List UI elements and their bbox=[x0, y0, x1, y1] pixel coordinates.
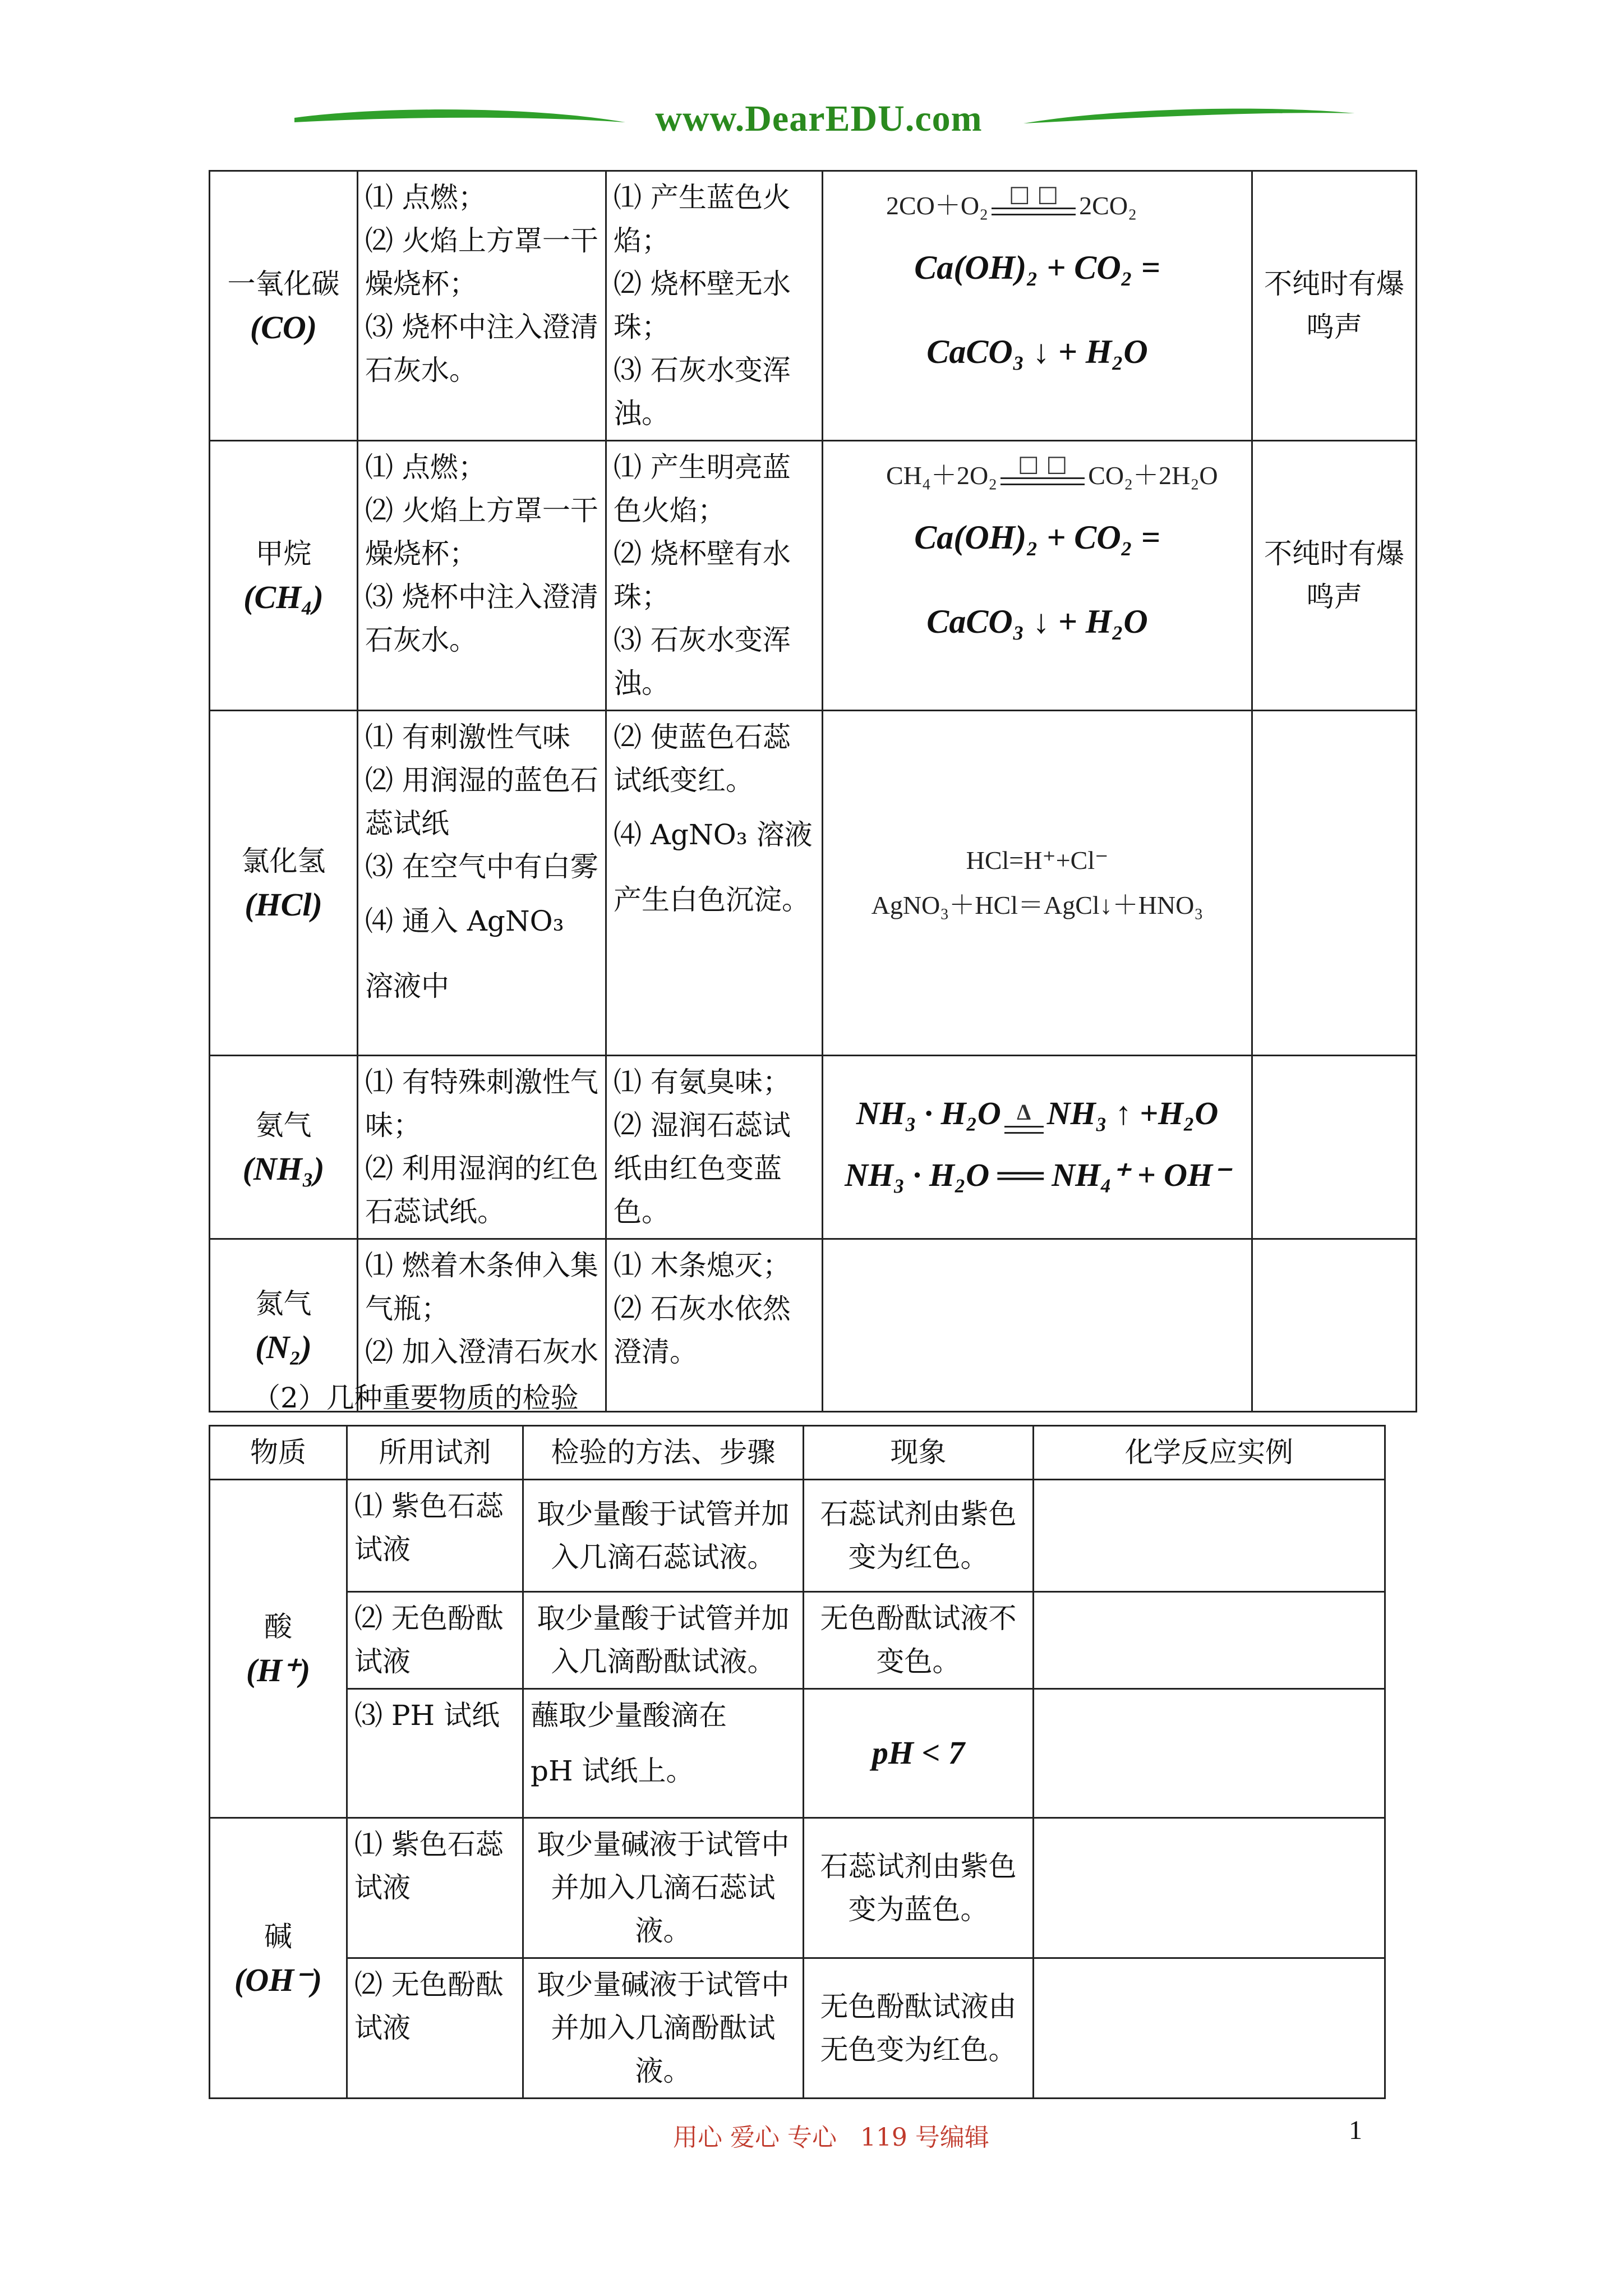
phenomenon-cell: 石蕊试剂由紫色变为蓝色。 bbox=[804, 1818, 1034, 1958]
reagent-cell: ⑶ PH 试纸 bbox=[347, 1689, 523, 1818]
gas-formula: (NH₃) bbox=[242, 1151, 325, 1187]
gas-name: 氨气 bbox=[255, 1109, 312, 1142]
table-row bbox=[210, 1056, 1417, 1239]
gas-test-table bbox=[209, 170, 1417, 1412]
site-logo-text: www.DearEDU.com bbox=[655, 98, 983, 139]
reaction-cell bbox=[1034, 1480, 1385, 1592]
method-step: ⑷ 通入 AgNO₃ 溶液中 bbox=[365, 905, 564, 1002]
reagent-cell: ⑵ 无色酚酞试液 bbox=[347, 1592, 523, 1689]
phenomenon-cell bbox=[606, 171, 823, 441]
gas-formula: (CO) bbox=[250, 309, 317, 346]
phenomenon-item: ⑷ AgNO₃ 溶液产生白色沉淀。 bbox=[614, 818, 813, 916]
condition-label: Δ bbox=[1017, 1099, 1031, 1125]
precipitation-equation: AgNO₃＋HCl＝AgCl↓＋HNO₃ bbox=[871, 891, 1204, 919]
phenomenon-item: ⑶ 石灰水变浑浊。 bbox=[614, 354, 791, 430]
method-text: 蘸取少量酸滴在 bbox=[531, 1699, 727, 1732]
gas-name-cell bbox=[210, 711, 358, 1056]
gas-name: 甲烷 bbox=[255, 537, 312, 570]
note-cell: 不纯时有爆鸣声 bbox=[1252, 441, 1417, 711]
right-swoosh-decoration bbox=[1021, 105, 1357, 134]
substance-ion: (H⁺) bbox=[246, 1652, 311, 1688]
substance-cell bbox=[210, 1818, 347, 2099]
method-step: ⑴ 燃着木条伸入集气瓶； bbox=[365, 1249, 598, 1325]
phenomenon-item: ⑴ 产生蓝色火焰； bbox=[614, 181, 791, 257]
condition-label: □ □ bbox=[1009, 181, 1059, 207]
ionization-equation: HCl=H⁺+Cl⁻ bbox=[966, 846, 1109, 875]
phenomenon-item: ⑶ 石灰水变浑浊。 bbox=[614, 624, 791, 700]
page-number: 1 bbox=[1349, 2115, 1362, 2145]
phenomenon-item: ⑴ 木条熄灭； bbox=[614, 1249, 791, 1282]
section-title: （2）几种重要物质的检验 bbox=[252, 1382, 579, 1414]
substance-test-table bbox=[209, 1425, 1386, 2099]
column-header: 检验的方法、步骤 bbox=[523, 1426, 804, 1480]
table-row bbox=[210, 1689, 1385, 1818]
method-step: ⑶ 在空气中有白雾 bbox=[365, 850, 598, 883]
method-cell bbox=[358, 1056, 606, 1239]
gas-formula: (HCl) bbox=[245, 886, 322, 923]
phenomenon-item: ⑵ 湿润石蕊试纸由红色变蓝色。 bbox=[614, 1109, 791, 1228]
method-step: ⑵ 加入澄清石灰水 bbox=[365, 1336, 598, 1368]
gas-name: 氮气 bbox=[255, 1287, 312, 1320]
method-step: ⑴ 有特殊刺激性气味； bbox=[365, 1066, 598, 1142]
column-header: 现象 bbox=[804, 1426, 1034, 1480]
note-cell: 不纯时有爆鸣声 bbox=[1252, 171, 1417, 441]
combustion-equation: CH₄＋2O₂ □ □ CO₂＋2H₂O bbox=[886, 451, 1218, 490]
method-cell: 取少量碱液于试管中并加入几滴酚酞试液。 bbox=[523, 1958, 804, 2099]
equation-line: CaCO₃ ↓ + H₂O bbox=[926, 603, 1148, 640]
table-row bbox=[210, 441, 1417, 711]
method-cell bbox=[523, 1689, 804, 1818]
equation-line: Ca(OH)₂ + CO₂ = bbox=[914, 249, 1160, 286]
substance-name: 酸 bbox=[264, 1611, 292, 1643]
method-step: ⑵ 火焰上方罩一干燥烧杯； bbox=[365, 224, 598, 300]
method-step: ⑵ 利用湿润的红色石蕊试纸。 bbox=[365, 1152, 598, 1228]
method-cell bbox=[358, 441, 606, 711]
phenomenon-item: ⑵ 石灰水依然澄清。 bbox=[614, 1292, 791, 1368]
method-step: ⑴ 有刺激性气味 bbox=[365, 721, 570, 753]
reaction-cell bbox=[1034, 1818, 1385, 1958]
gas-name-cell bbox=[210, 1056, 358, 1239]
method-cell: 取少量酸于试管并加入几滴石蕊试液。 bbox=[523, 1480, 804, 1592]
phenomenon-item: ⑵ 烧杯壁有水珠； bbox=[614, 537, 791, 613]
phenomenon-item: ⑴ 有氨臭味； bbox=[614, 1066, 791, 1098]
phenomenon-cell bbox=[606, 1056, 823, 1239]
phenomenon-cell bbox=[606, 1239, 823, 1412]
reagent-cell: ⑵ 无色酚酞试液 bbox=[347, 1958, 523, 2099]
gas-name: 一氧化碳 bbox=[227, 268, 340, 300]
reaction-cell bbox=[1034, 1958, 1385, 2099]
table-row bbox=[210, 1480, 1385, 1592]
column-header: 所用试剂 bbox=[347, 1426, 523, 1480]
phenomenon-item: ⑴ 产生明亮蓝色火焰； bbox=[614, 451, 791, 527]
method-step: ⑶ 烧杯中注入澄清石灰水。 bbox=[365, 311, 598, 386]
note-cell bbox=[1252, 1239, 1417, 1412]
substance-name: 碱 bbox=[264, 1920, 292, 1953]
table-row bbox=[210, 171, 1417, 441]
gas-name-cell bbox=[210, 171, 358, 441]
equation-cell bbox=[823, 711, 1252, 1056]
page-footer: 用心 爱心 专心 119 号编辑 bbox=[673, 2123, 989, 2152]
column-header: 物质 bbox=[210, 1426, 347, 1480]
method-cell: 取少量碱液于试管中并加入几滴石蕊试液。 bbox=[523, 1818, 804, 1958]
equation-cell bbox=[823, 1056, 1252, 1239]
method-step: ⑴ 点燃； bbox=[365, 181, 486, 214]
phenomenon-item: ⑵ 烧杯壁无水珠； bbox=[614, 268, 791, 343]
table-row bbox=[210, 711, 1417, 1056]
table-row bbox=[210, 1592, 1385, 1689]
decomposition-equation: NH₃ · H₂O Δ NH₃ ↑ +H₂O bbox=[830, 1085, 1244, 1142]
phenomenon-cell: 石蕊试剂由紫色变为红色。 bbox=[804, 1480, 1034, 1592]
phenomenon-cell: 无色酚酞试液不变色。 bbox=[804, 1592, 1034, 1689]
method-step: ⑴ 点燃； bbox=[365, 451, 486, 484]
equation-cell bbox=[823, 171, 1252, 441]
phenomenon-cell bbox=[606, 441, 823, 711]
reaction-cell bbox=[1034, 1689, 1385, 1818]
method-step: ⑵ 火焰上方罩一干燥烧杯； bbox=[365, 494, 598, 570]
phenomenon-item: ⑵ 使蓝色石蕊试纸变红。 bbox=[614, 721, 791, 797]
page-header bbox=[292, 95, 1340, 146]
method-cell: 取少量酸于试管并加入几滴酚酞试液。 bbox=[523, 1592, 804, 1689]
note-cell bbox=[1252, 711, 1417, 1056]
equation-line: Ca(OH)₂ + CO₂ = bbox=[914, 519, 1160, 556]
condition-label: □ □ bbox=[1018, 451, 1068, 477]
method-cell bbox=[358, 711, 606, 1056]
note-cell bbox=[1252, 1056, 1417, 1239]
table-header-row bbox=[210, 1426, 1385, 1480]
table-row bbox=[210, 1958, 1385, 2099]
reaction-cell bbox=[1034, 1592, 1385, 1689]
equation-cell bbox=[823, 1239, 1252, 1412]
phenomenon-cell bbox=[606, 711, 823, 1056]
substance-ion: (OH⁻) bbox=[234, 1961, 322, 1998]
phenomenon-cell: 无色酚酞试液由无色变为红色。 bbox=[804, 1958, 1034, 2099]
combustion-equation: 2CO＋O₂ □ □ 2CO₂ bbox=[886, 181, 1137, 220]
method-step: ⑶ 烧杯中注入澄清石灰水。 bbox=[365, 581, 598, 656]
reagent-cell: ⑴ 紫色石蕊试液 bbox=[347, 1480, 523, 1592]
equation-line: CaCO₃ ↓ + H₂O bbox=[926, 333, 1148, 370]
table-row bbox=[210, 1818, 1385, 1958]
gas-formula: (N₂) bbox=[255, 1328, 312, 1365]
method-step: ⑵ 用润湿的蓝色石蕊试纸 bbox=[365, 764, 598, 840]
phenomenon-cell: pH < 7 bbox=[804, 1689, 1034, 1818]
equation-cell bbox=[823, 441, 1252, 711]
gas-name: 氯化氢 bbox=[241, 845, 326, 877]
gas-name-cell bbox=[210, 441, 358, 711]
reagent-cell: ⑴ 紫色石蕊试液 bbox=[347, 1818, 523, 1958]
left-swoosh-decoration bbox=[292, 105, 628, 134]
method-text: pH 试纸上。 bbox=[531, 1755, 694, 1787]
gas-formula: (CH₄) bbox=[243, 579, 324, 615]
column-header: 化学反应实例 bbox=[1034, 1426, 1385, 1480]
method-cell bbox=[358, 171, 606, 441]
ionization-equation: NH₃ · H₂O ══ NH₄⁺ + OH⁻ bbox=[845, 1157, 1230, 1193]
substance-cell bbox=[210, 1480, 347, 1818]
